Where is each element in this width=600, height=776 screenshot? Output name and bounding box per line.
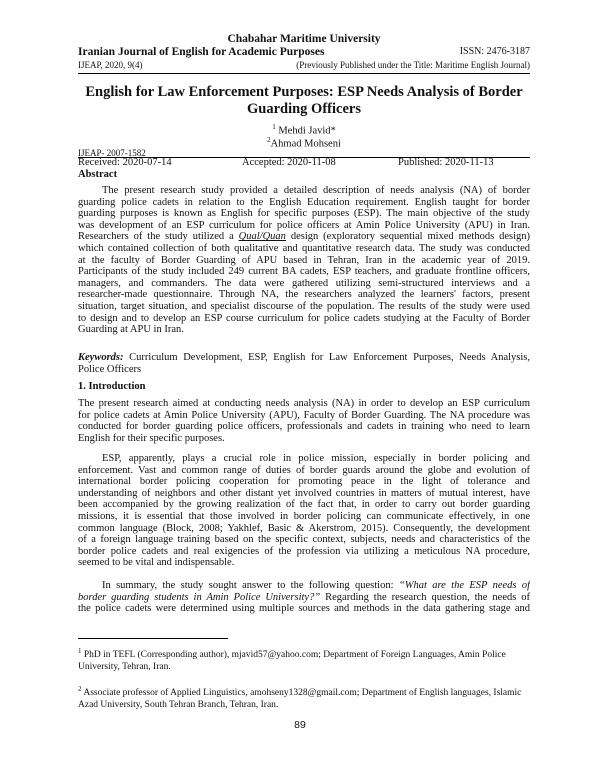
header-rule <box>78 73 530 74</box>
intro-line: ESP, apparently, plays a crucial role in police mission, especially in border policing and <box>102 453 530 464</box>
previous-title: (Previously Published under the Title: Maritime English Journal) <box>296 60 530 70</box>
abstract-line: to design and to develop an ESP course curriculum for police cadets studying at the Faculty of Border <box>78 312 530 324</box>
footnote-1-text: PhD in TEFL (Corresponding author), mjavid57@yahoo.com; Department of Foreign Languages, Amin Police University, Tehran, Iran. <box>78 650 506 673</box>
intro-paragraph-2 <box>78 453 530 569</box>
footnote-1 <box>78 645 530 673</box>
author-2-name: Ahmad Mohseni <box>270 138 341 150</box>
footnote-2-text: Associate professor of Applied Linguistics, amohseny1328@gmail.com; Department of English languages, Islamic Azad University, South Tehran Branch, Tehran, Iran. <box>78 688 522 711</box>
intro-paragraph-1 <box>78 398 530 444</box>
abstract-line: which contained collection of both qualitative and quantitative research data. The study was conducted <box>78 242 530 254</box>
abstract-heading: Abstract <box>78 169 118 180</box>
abstract-line: Guarding at APU in Iran. <box>78 324 184 336</box>
intro-line: for police cadets at Amin Police University (APU), Faculty of Border Guarding. The NA procedure was <box>78 409 530 421</box>
intro-line: been accompanied by the growing realization of the fact that, in order to carry out border guarding <box>78 499 530 511</box>
article-title: English for Law Enforcement Purposes: ESP Needs Analysis of Border Guarding Officers <box>85 84 523 117</box>
author-2 <box>78 136 530 150</box>
intro-p3-start: In summary, the study sought answer to the following question: <box>102 580 394 591</box>
accepted-date: Accepted: 2020-11-08 <box>242 157 336 168</box>
intro-line: understanding of neighbors and other distant yet involved countries in matters of mutual interest, have <box>78 487 530 499</box>
author-2-mark: 2 <box>267 136 271 144</box>
intro-line: international border policing cooperation for promoting peace in the light of tolerance and <box>78 476 530 488</box>
keywords-label: Keywords: <box>78 352 124 363</box>
abstract-line: at the faculty of Border Guarding of APU based in Tehran, Iran in the academic year of 2019. <box>78 254 530 266</box>
intro-line: conducted for border guarding police officers, professionals and cadets in training who need to learn <box>78 421 530 433</box>
keywords <box>78 352 530 375</box>
intro-line: missions, it is essential that those involved in border policing can communicate effectively, in one <box>78 510 530 522</box>
author-1-name: Mehdi Javid* <box>278 125 336 137</box>
keywords-list: Curriculum Development, ESP, English for Law Enforcement Purposes, Needs Analysis, <box>129 352 530 363</box>
university-name: Chabahar Maritime University <box>227 33 381 45</box>
research-question-b: border guarding students in Amin Police University?” <box>78 591 321 603</box>
intro-p3-end: Regarding the research question, the needs of <box>325 591 530 603</box>
intro-line: enforcement. Vast and common range of duties of border guards around the globe and evolution of <box>78 464 530 476</box>
footnote-1-mark: 1 <box>78 647 82 655</box>
abstract-line: guarding purposes is known as English for specific purposes (ESP). The main objective of the study <box>78 208 530 220</box>
journal-name: Iranian Journal of English for Academic Purposes <box>78 46 325 58</box>
abstract-line: The present research study provided a detailed description of needs analysis (NA) of border <box>102 185 530 196</box>
intro-heading: 1. Introduction <box>78 381 146 392</box>
abstract-line: Researchers of the study utilized a Qual/Quan design (exploratory sequential mixed methods design) <box>78 231 530 243</box>
intro-line: common language (Block, 2008; Yakhlef, Basic & Akerstrom, 2015). Consequently, the development <box>78 522 530 534</box>
abstract-line: situation, target situation, and specialist discourse of the population. The results of the study were used <box>78 300 530 312</box>
published-date: Published: 2020-11-13 <box>398 157 494 168</box>
intro-line: The present research aimed at conducting needs analysis (NA) in order to develop an ESP curriculum <box>78 398 530 409</box>
author-1 <box>78 123 530 137</box>
page-number: 89 <box>294 719 306 731</box>
abstract-line: managers, and commanders. The data were gathered utilizing semi-structured interviews and a <box>78 277 530 289</box>
abstract-body <box>78 185 530 336</box>
issn: ISSN: 2476-3187 <box>459 46 530 57</box>
intro-paragraph-3 <box>78 580 530 615</box>
footnote-rule <box>78 638 228 639</box>
abstract-line: guarding police cadets in relation to the English Education requirement. English taught for border <box>78 196 530 208</box>
intro-line: the police cadets were determined using multiple sources and methods in the data gathering stage and <box>78 603 530 615</box>
abstract-line: was development of an ESP curriculum for police officers at Amin Police University (APU) in Iran. <box>78 219 530 231</box>
received-date: Received: 2020-07-14 <box>78 157 172 168</box>
footnote-2 <box>78 683 530 711</box>
intro-line: of a foreign language training based on the specific context, subjects, needs and characteristics of the <box>78 534 530 546</box>
ijeap-id: IJEAP- 2007-1582 <box>78 148 146 158</box>
volume-info: IJEAP, 2020, 9(4) <box>78 60 143 70</box>
intro-line: seemed to be vital and indispensable. <box>78 557 235 569</box>
abstract-line: Participants of the study included 249 current BA cadets, ESP teachers, and graduate frontline officers, <box>78 266 530 278</box>
abstract-line: researcher-made questionnaire. Through NA, the researchers analyzed the learners' factors, present <box>78 289 530 301</box>
keywords-list-cont: Police Officers <box>78 363 142 375</box>
journal-header <box>78 33 530 71</box>
author-1-mark: 1 <box>272 123 276 131</box>
intro-line: border police cadets and real exigencies of the profession via utilizing a meticulous NA procedure, <box>78 545 530 557</box>
research-question-a: “What are the ESP needs of <box>398 580 530 591</box>
footnote-2-mark: 2 <box>78 685 82 693</box>
intro-line: English for their specific purposes. <box>78 432 225 444</box>
